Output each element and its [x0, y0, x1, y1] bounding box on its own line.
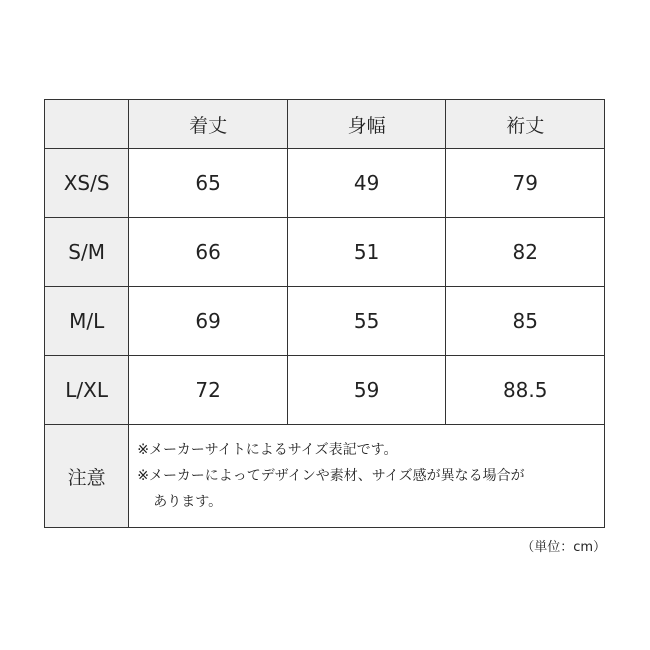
size-label: L/XL	[45, 356, 129, 425]
size-label: S/M	[45, 218, 129, 287]
value-cell: 59	[287, 356, 446, 425]
size-chart-table	[44, 99, 605, 528]
table-row	[45, 149, 605, 218]
header-row	[45, 100, 605, 149]
value-cell: 55	[287, 287, 446, 356]
table-row	[45, 356, 605, 425]
size-label: XS/S	[45, 149, 129, 218]
value-cell: 69	[129, 287, 288, 356]
note-row	[45, 425, 605, 528]
table-row	[45, 287, 605, 356]
size-label: M/L	[45, 287, 129, 356]
value-cell: 88.5	[446, 356, 605, 425]
value-cell: 49	[287, 149, 446, 218]
value-cell: 79	[446, 149, 605, 218]
note-text-cell	[129, 425, 605, 528]
header-width: 身幅	[287, 100, 446, 149]
note-line: ※メーカーによってデザインや素材、サイズ感が異なる場合が	[137, 468, 525, 484]
value-cell: 72	[129, 356, 288, 425]
header-length: 着丈	[129, 100, 288, 149]
value-cell: 82	[446, 218, 605, 287]
unit-note: （単位：cm）	[521, 540, 606, 555]
value-cell: 66	[129, 218, 288, 287]
value-cell: 65	[129, 149, 288, 218]
value-cell: 85	[446, 287, 605, 356]
header-corner-cell	[45, 100, 129, 149]
note-line: ※メーカーサイトによるサイズ表記です。	[137, 442, 398, 458]
header-sleeve: 裄丈	[446, 100, 605, 149]
value-cell: 51	[287, 218, 446, 287]
note-line: あります。	[153, 494, 223, 510]
note-label: 注意	[45, 425, 129, 528]
table-row	[45, 218, 605, 287]
